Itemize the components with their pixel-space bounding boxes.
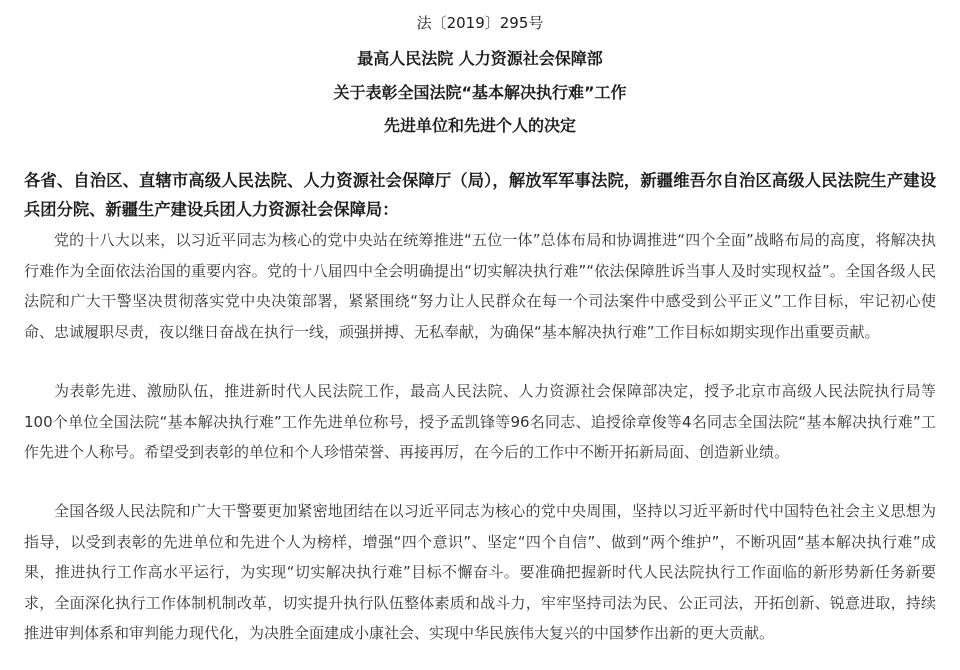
paragraph-2: 为表彰先进、激励队伍，推进新时代人民法院工作，最高人民法院、人力资源社会保障部决定，授予北京市高级人民法院执行局等100个单位全国法院“基本解决执行难”工作先进单位称号，授予孟凯锋等96名同志、追授徐章俊等4名同志全国法院“基本解决执行难”工作先进个人称号。希望受到表彰的单位和个人珍惜荣誉、再接再厉，在今后的工作中不断开拓新局面、创造新业绩。 bbox=[24, 382, 936, 461]
document-number: 法〔2019〕295号 bbox=[416, 14, 544, 32]
paragraph-1: 党的十八大以来，以习近平同志为核心的党中央站在统筹推进“五位一体”总体布局和协调推进“四个全面”战略布局的高度，将解决执行难作为全面依法治国的重要内容。党的十八届四中全会明确提出“切实解决执行难”“依法保障胜诉当事人及时实现权益”。全国各级人民法院和广大干警坚决贯彻落实党中央决策部署，紧紧围绕“努力让人民群众在每一个司法案件中感受到公平正义”工作目标，牢记初心使命、忠诚履职尽责，夜以继日奋战在执行一线，顽强拼搏、无私奉献，为确保“基本解决执行难”工作目标如期实现作出重要贡献。 bbox=[24, 231, 936, 341]
document-issuer: 最高人民法院 人力资源社会保障部 bbox=[357, 49, 603, 68]
paragraph-3: 全国各级人民法院和广大干警要更加紧密地团结在以习近平同志为核心的党中央周围，坚持以习近平新时代中国特色社会主义思想为指导，以受到表彰的先进单位和先进个人为榜样，增强“四个意识”、坚定“四个自信”、做到“两个维护”，不断巩固“基本解决执行难”成果，推进执行工作高水平运行，为实现“切实解决执行难”目标不懈奋斗。要准确把握新时代人民法院执行工作面临的新形势新任务新要求，全面深化执行工作体制机制改革，切实提升执行队伍整体素质和战斗力，牢牢坚持司法为民、公正司法，开拓创新、锐意进取，持续推进审判体系和审判能力现代化，为决胜全面建成小康社会、实现中华民族伟大复兴的中国梦作出新的更大贡献。 bbox=[24, 502, 936, 642]
document-title-line-1: 关于表彰全国法院“基本解决执行难”工作 bbox=[333, 83, 627, 102]
salutation: 各省、自治区、直辖市高级人民法院、人力资源社会保障厅（局），解放军军事法院，新疆维吾尔自治区高级人民法院生产建设兵团分院、新疆生产建设兵团人力资源社会保障局： bbox=[24, 171, 936, 219]
document-title-line-2: 先进单位和先进个人的决定 bbox=[383, 116, 576, 135]
